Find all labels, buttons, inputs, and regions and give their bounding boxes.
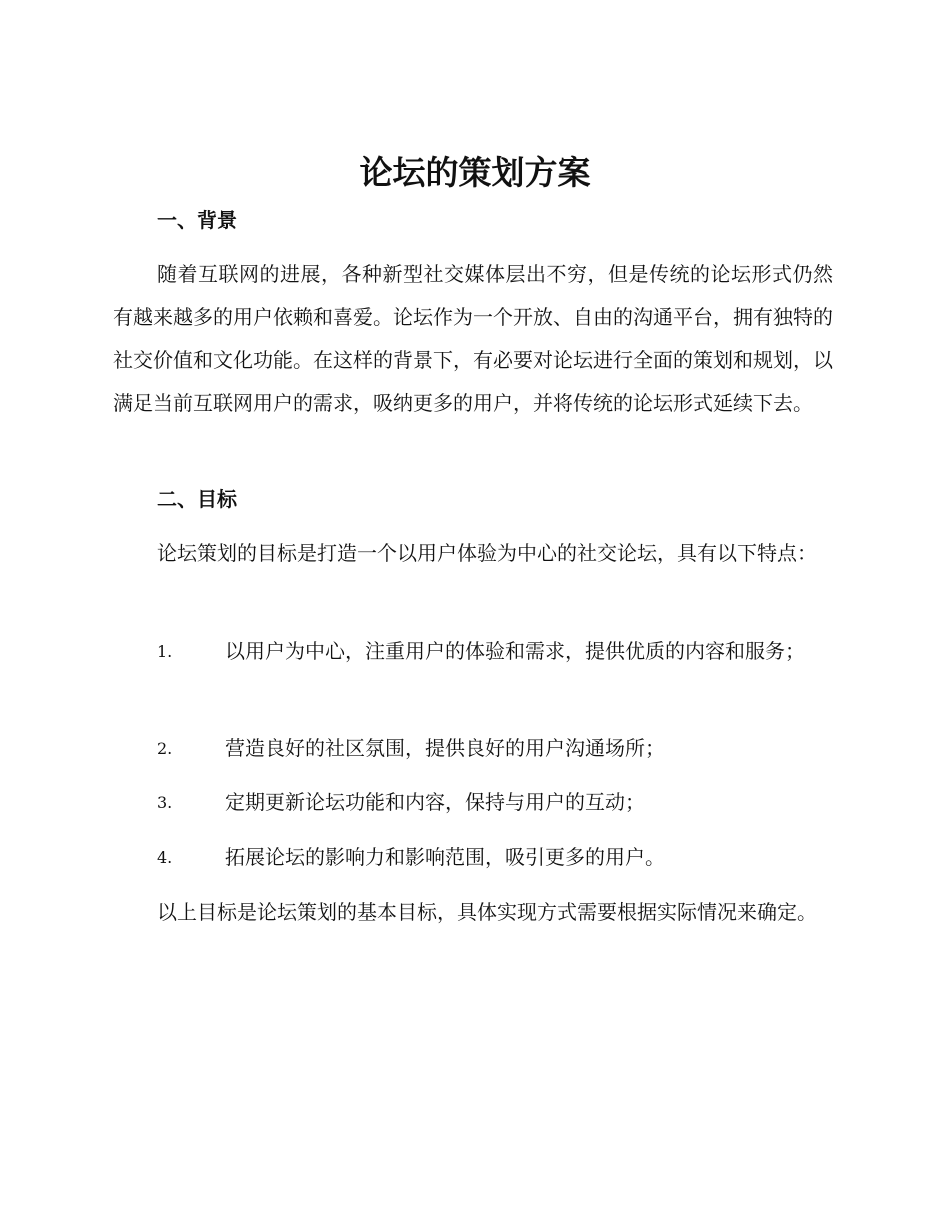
document-title: 论坛的策划方案 [359, 153, 591, 192]
background-paragraph: 随着互联网的进展，各种新型社交媒体层出不穷，但是传统的论坛形式仍然有越来越多的用户依赖和喜爱。论坛作为一个开放、自由的沟通平台，拥有独特的社交价值和文化功能。在这样的背景下，有必要对论坛进行全面的策划和规划，以满足当前互联网用户的需求，吸纳更多的用户，并将传统的论坛形式延续下去。 [113, 262, 833, 415]
list-item-text: 拓展论坛的影响力和影响范围，吸引更多的用户。 [225, 845, 665, 869]
list-item-number: 1. [157, 642, 173, 661]
goal-list-item [113, 630, 833, 673]
goal-list-item [113, 727, 833, 770]
goal-list-item [113, 836, 833, 879]
list-item-number: 4. [157, 848, 173, 867]
list-item-text: 定期更新论坛功能和内容，保持与用户的互动； [225, 790, 645, 814]
goals-intro-paragraph: 论坛策划的目标是打造一个以用户体验为中心的社交论坛，具有以下特点： [157, 541, 817, 565]
list-item-text: 营造良好的社区氛围，提供良好的用户沟通场所； [225, 736, 665, 760]
section-heading-background: 一、背景 [157, 208, 237, 232]
goals-outro-paragraph: 以上目标是论坛策划的基本目标，具体实现方式需要根据实际情况来确定。 [157, 900, 817, 924]
section-heading-goals: 二、目标 [157, 487, 237, 511]
goal-list-item [113, 781, 833, 824]
list-item-number: 2. [157, 739, 173, 758]
list-item-text: 以用户为中心，注重用户的体验和需求，提供优质的内容和服务； [225, 639, 805, 663]
list-item-number: 3. [157, 793, 173, 812]
